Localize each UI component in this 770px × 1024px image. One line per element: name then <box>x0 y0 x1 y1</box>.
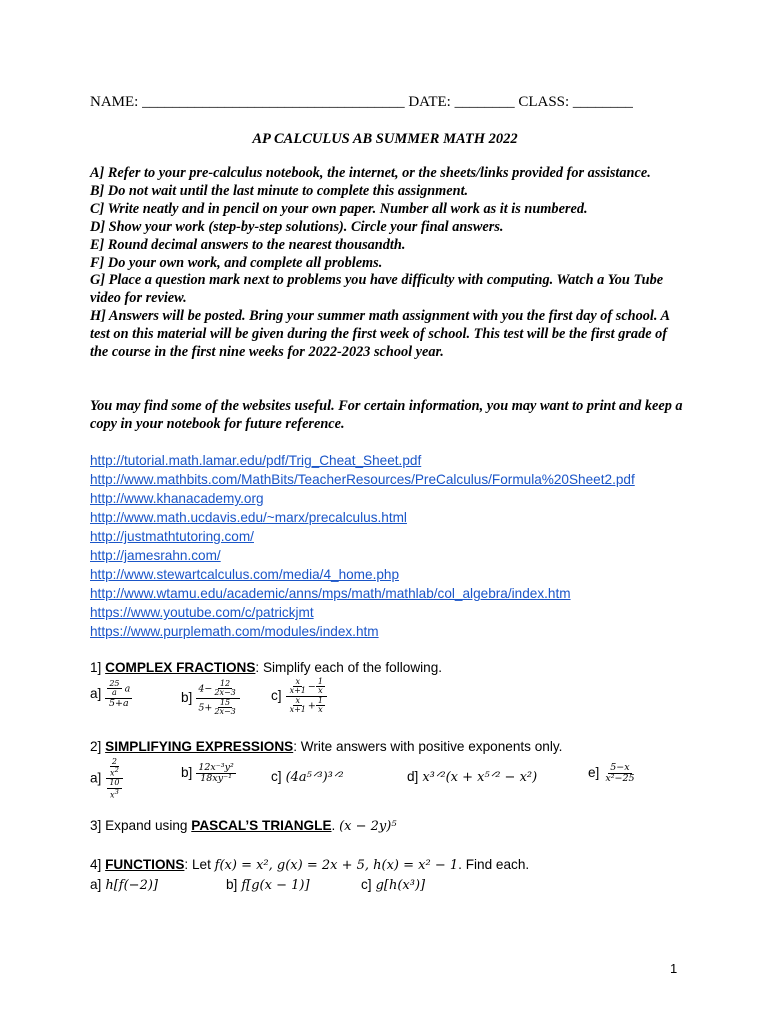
q1-topic: COMPLEX FRACTIONS <box>105 660 256 675</box>
q4a-expression: h[f(−2)] <box>105 878 158 893</box>
q1-heading <box>90 660 442 675</box>
instruction-a: A] Refer to your pre-calculus notebook, the internet, or the sheets/links provided for assistance. <box>90 165 651 181</box>
q4-prompt: : Let <box>184 857 215 872</box>
q4-definition: f(x) = x², g(x) = 2x + 5, h(x) = x² − 1 <box>214 858 459 873</box>
q4-topic: FUNCTIONS <box>105 857 185 872</box>
link-list <box>90 451 635 641</box>
q1b-label: b] <box>181 689 193 705</box>
q2c-problem <box>271 768 344 786</box>
q2e-label: e] <box>588 765 600 781</box>
q1c-label: c] <box>271 687 282 703</box>
link-trig-cheat-sheet[interactable]: http://tutorial.math.lamar.edu/pdf/Trig_Cheat_Sheet.pdf <box>90 453 422 468</box>
q1a-problem <box>90 680 132 709</box>
q2a-label: a] <box>90 770 102 786</box>
link-stewartcalculus[interactable]: http://www.stewartcalculus.com/media/4_home.php <box>90 567 400 582</box>
q2d-expression: x³ᐟ²(x + x⁵ᐟ² − x²) <box>422 770 538 785</box>
link-purplemath[interactable]: https://www.purplemath.com/modules/index.htm <box>90 624 379 639</box>
instruction-f: F] Do your own work, and complete all problems. <box>90 254 383 271</box>
instruction-b: B] Do not wait until the last minute to complete this assignment. <box>90 182 469 199</box>
q1a-label: a] <box>90 686 102 702</box>
q1b-fraction: 4− $\frac{12}{2x-3}$ 5+ $\frac{15}{2x-3}$ <box>196 680 239 717</box>
q2b-label: b] <box>181 765 193 781</box>
q2a-fraction: $\frac{\frac{2}{x^2}}{\frac{10}{x^3}}$ <box>105 758 123 800</box>
websites-note: You may find some of the websites useful. For certain information, you may want to print and keep a copy in your notebook for future reference. <box>90 398 683 432</box>
instruction-g: G] Place a question mark next to problems you have difficulty with computing. Watch a You Tube video for review. <box>90 272 664 307</box>
q4b-problem <box>226 876 310 894</box>
instruction-e: E] Round decimal answers to the nearest thousandth. <box>90 236 406 253</box>
q2e-fraction: $\frac{5-x}{\text{x²−25}}$ <box>605 762 635 784</box>
page-number: 1 <box>670 961 678 976</box>
q3-expression: (x − 2y)⁵ <box>339 819 397 834</box>
q4c-expression: g[h(x³)] <box>375 878 426 893</box>
q4-ending: . Find each. <box>458 857 530 872</box>
q1a-fraction: $\frac{25}{a}$ a 5+a <box>105 680 132 709</box>
q2a-problem <box>90 758 124 800</box>
q3-suffix: . <box>331 818 336 833</box>
q1b-problem <box>181 680 240 717</box>
q1c-problem <box>271 678 327 715</box>
q2d-label: d] <box>407 769 419 784</box>
link-justmathtutoring[interactable]: http://justmathtutoring.com/ <box>90 529 254 544</box>
q3-topic: PASCAL’S TRIANGLE <box>191 818 332 833</box>
link-youtube-patrickjmt[interactable]: https://www.youtube.com/c/patrickjmt <box>90 605 314 620</box>
link-ucdavis-precalculus[interactable]: http://www.math.ucdavis.edu/~marx/precalculus.html <box>90 510 407 525</box>
link-mathbits-formula-sheet[interactable]: http://www.mathbits.com/MathBits/TeacherResources/PreCalculus/Formula%20Sheet2.pdf <box>90 472 635 487</box>
q4a-label: a] <box>90 877 102 892</box>
q2c-expression: (4a⁵ᐟ³)³ᐟ² <box>285 770 344 785</box>
q1c-fraction: $\frac{x}{x+1}$ − $\frac{1}{x}$ $\frac{x}{x+1}$ + $\frac{1}{x}$ <box>286 678 327 715</box>
q2-topic: SIMPLIFYING EXPRESSIONS <box>105 739 294 754</box>
q4b-label: b] <box>226 877 238 892</box>
q2-heading <box>90 739 562 754</box>
q4-number: 4] <box>90 857 102 872</box>
q4c-label: c] <box>361 877 372 892</box>
instructions-list <box>90 165 685 362</box>
q4a-problem <box>90 876 158 894</box>
page-title: AP CALCULUS AB SUMMER MATH 2022 <box>252 131 518 147</box>
q1-number: 1] <box>90 660 102 675</box>
instruction-d: D] Show your work (step-by-step solutions). Circle your final answers. <box>90 218 504 235</box>
q4b-expression: f[g(x − 1)] <box>241 878 310 893</box>
q3-heading <box>90 818 397 834</box>
link-wtamu-algebra[interactable]: http://www.wtamu.edu/academic/anns/mps/math/mathlab/col_algebra/index.htm <box>90 586 571 601</box>
q2c-label: c] <box>271 769 282 784</box>
q2-number: 2] <box>90 739 102 754</box>
q2-prompt: : Write answers with positive exponents only. <box>293 739 563 754</box>
instruction-h: H] Answers will be posted. Bring your summer math assignment with you the first day of school. A test on this material will be given during the first week of school. This test will be the first grade of the course in the first nine weeks for 2022-2023 school year. <box>90 308 670 361</box>
q4-heading <box>90 857 529 873</box>
instruction-c: C] Write neatly and in pencil on your own paper. Number all work as it is numbered. <box>90 200 588 217</box>
link-jamesrahn[interactable]: http://jamesrahn.com/ <box>90 548 221 563</box>
q3-prefix: 3] Expand using <box>90 818 192 833</box>
q2d-problem <box>407 768 537 786</box>
q1-prompt: : Simplify each of the following. <box>255 660 443 675</box>
q2b-fraction: $\frac{\text{12x⁻³y²}}{\text{18xy⁻¹}}$ <box>198 762 234 784</box>
q2b-problem <box>181 763 236 784</box>
link-khan-academy[interactable]: http://www.khanacademy.org <box>90 491 264 506</box>
q2e-problem <box>588 763 637 784</box>
header-line: NAME: ___________________________________ DATE: ________ CLASS: ________ <box>90 94 633 110</box>
q4c-problem <box>361 876 425 894</box>
